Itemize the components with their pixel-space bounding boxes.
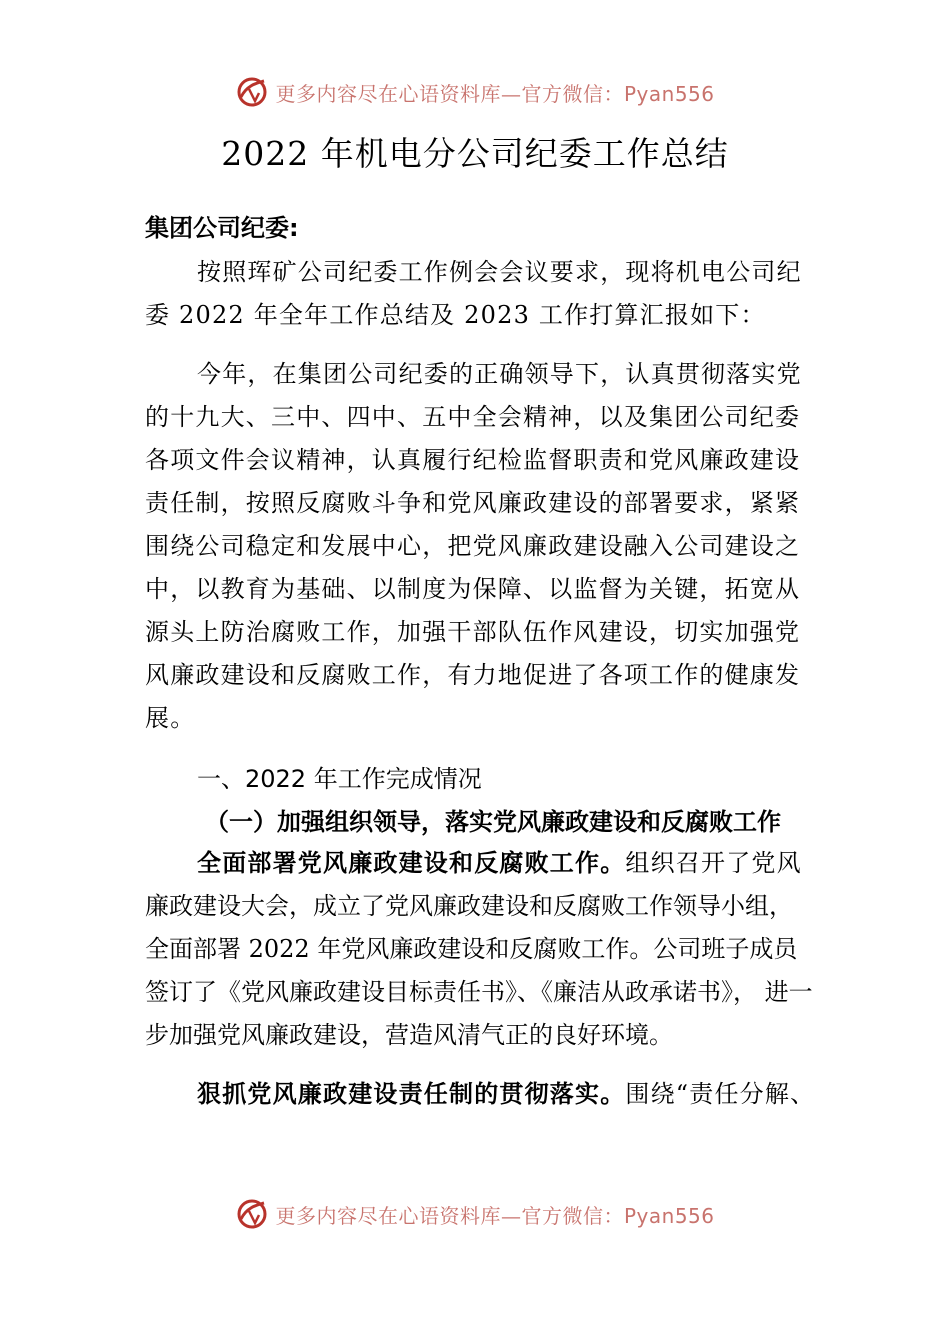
document-body bbox=[145, 205, 815, 1116]
para4-lead: 狠抓党风廉政建设责任制的贯彻落实。 bbox=[197, 1080, 626, 1108]
document-title: 2022 年机电分公司纪委工作总结 bbox=[221, 134, 729, 173]
para2-line: 围绕公司稳定和发展中心，把党风廉政建设融入公司建设之 bbox=[145, 532, 801, 560]
para3-line: 全面部署 2022 年党风廉政建设和反腐败工作。公司班子成员 bbox=[145, 935, 798, 963]
para3-line: 步加强党风廉政建设，营造风清气正的良好环境。 bbox=[145, 1021, 673, 1049]
para3-first-line bbox=[145, 842, 815, 885]
para2-line: 责任制，按照反腐败斗争和党风廉政建设的部署要求，紧紧 bbox=[145, 489, 801, 517]
para1-line: 委 2022 年全年工作总结及 2023 工作打算汇报如下： bbox=[145, 301, 766, 329]
brush-logo-icon bbox=[235, 75, 269, 109]
para1-line: 按照珲矿公司纪委工作例会会议要求，现将机电公司纪 bbox=[197, 258, 802, 286]
para3-first-rest: 组织召开了党风 bbox=[625, 849, 802, 877]
para2-line: 今年，在集团公司纪委的正确领导下，认真贯彻落实党 bbox=[197, 360, 802, 388]
para2-line: 各项文件会议精神，认真履行纪检监督职责和党风廉政建设 bbox=[145, 446, 801, 474]
para2-line: 展。 bbox=[145, 704, 196, 732]
para4-rest: 围绕“责任分解、 bbox=[625, 1080, 816, 1108]
section-heading: 一、2022 年工作完成情况 bbox=[197, 765, 482, 793]
para2-line: 的十九大、三中、四中、五中全会精神，以及集团公司纪委 bbox=[145, 403, 801, 431]
para3-lead: 全面部署党风廉政建设和反腐败工作。 bbox=[197, 849, 626, 877]
watermark-header bbox=[0, 72, 950, 112]
para2-line: 中，以教育为基础、以制度为保障、以监督为关键，拓宽从 bbox=[145, 575, 801, 603]
para3-line: 廉政建设大会，成立了党风廉政建设和反腐败工作领导小组， bbox=[145, 892, 793, 920]
salutation: 集团公司纪委: bbox=[145, 214, 299, 242]
para4-first-line bbox=[145, 1073, 815, 1116]
subsection-heading: （一）加强组织领导，落实党风廉政建设和反腐败工作 bbox=[205, 808, 781, 836]
para2-line: 源头上防治腐败工作，加强干部队伍作风建设，切实加强党 bbox=[145, 618, 801, 646]
para2-line: 风廉政建设和反腐败工作，有力地促进了各项工作的健康发 bbox=[145, 661, 801, 689]
watermark-text: 更多内容尽在心语资料库—官方微信：Pyan556 bbox=[275, 81, 715, 106]
brush-logo-icon bbox=[235, 1197, 269, 1231]
para3-line: 签订了《党风廉政建设目标责任书》、《廉洁从政承诺书》， 进一 bbox=[145, 978, 813, 1006]
watermark-footer bbox=[0, 1194, 950, 1234]
watermark-text: 更多内容尽在心语资料库—官方微信：Pyan556 bbox=[275, 1203, 715, 1228]
